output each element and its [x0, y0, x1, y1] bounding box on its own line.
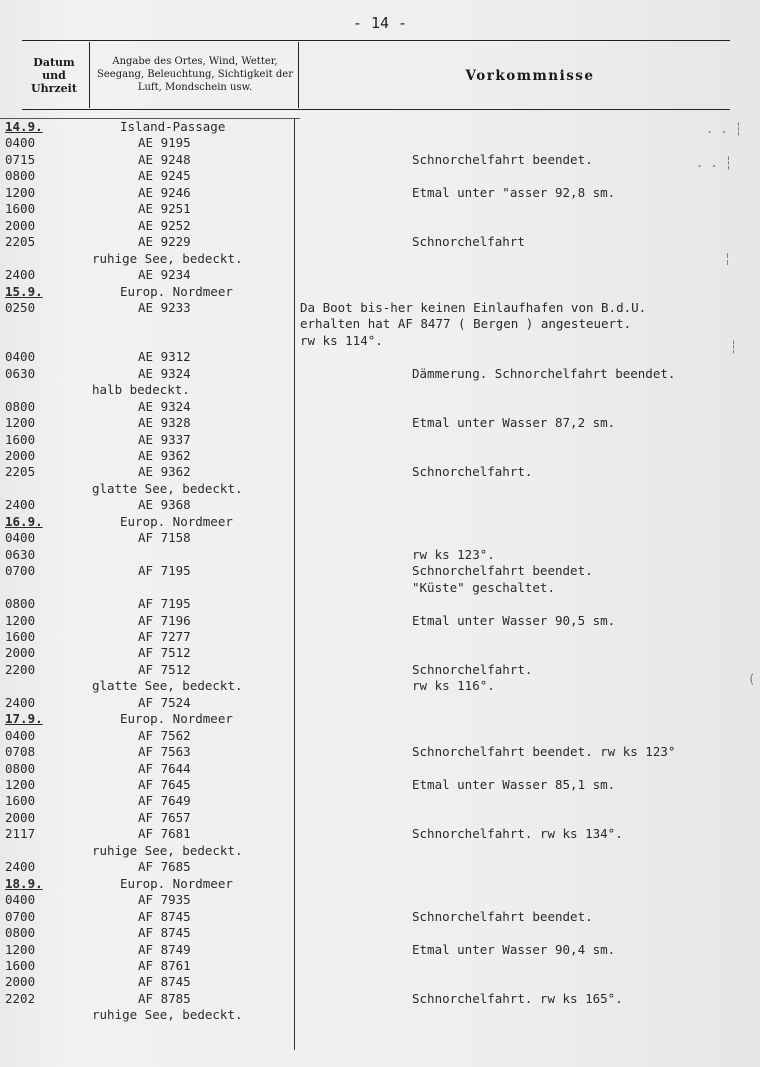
log-time: 0400 [5, 135, 36, 150]
log-date: 17.9. [5, 711, 43, 726]
log-event: Schnorchelfahrt. rw ks 134°. [412, 826, 623, 841]
log-row [0, 169, 760, 183]
log-event: Schnorchelfahrt. [412, 464, 533, 479]
log-event: Schnorchelfahrt. rw ks 165°. [412, 991, 623, 1006]
log-time: 1200 [5, 942, 36, 957]
log-time: 0400 [5, 349, 36, 364]
log-position-weather: ruhige See, bedeckt. [92, 251, 243, 266]
log-time: 0400 [5, 892, 36, 907]
log-position-weather: AE 9251 [138, 201, 191, 216]
log-event: erhalten hat AF 8477 ( Bergen ) angesteuert. [300, 316, 632, 331]
log-row [0, 729, 760, 743]
log-row [0, 219, 760, 233]
log-position-weather: AF 7562 [138, 728, 191, 743]
log-time: 0700 [5, 563, 36, 578]
log-time: 1600 [5, 793, 36, 808]
log-row [0, 301, 760, 315]
log-row [0, 679, 760, 693]
log-row [0, 186, 760, 200]
log-row [0, 465, 760, 479]
log-event: Schnorchelfahrt beendet. [412, 909, 593, 924]
log-time: 1200 [5, 185, 36, 200]
log-row [0, 548, 760, 562]
log-position-weather: Europ. Nordmeer [120, 514, 233, 529]
log-event: Schnorchelfahrt. [412, 662, 533, 677]
log-position-weather: AF 7195 [138, 563, 191, 578]
log-event: Schnorchelfahrt beendet. [412, 152, 593, 167]
log-row [0, 597, 760, 611]
log-time: 2200 [5, 662, 36, 677]
log-position-weather: AE 9324 [138, 366, 191, 381]
log-row [0, 943, 760, 957]
log-time: 0400 [5, 530, 36, 545]
log-position-weather: AF 7524 [138, 695, 191, 710]
log-time: 0400 [5, 728, 36, 743]
log-row [0, 136, 760, 150]
log-position-weather: AE 9245 [138, 168, 191, 183]
log-position-weather: AF 8745 [138, 925, 191, 940]
log-position-weather: AE 9229 [138, 234, 191, 249]
log-position-weather: AF 7644 [138, 761, 191, 776]
log-time: 0708 [5, 744, 36, 759]
log-position-weather: glatte See, bedeckt. [92, 481, 243, 496]
log-position-weather: ruhige See, bedeckt. [92, 843, 243, 858]
log-time: 0800 [5, 925, 36, 940]
log-time: 0800 [5, 761, 36, 776]
log-time: 2205 [5, 464, 36, 479]
log-time: 0800 [5, 168, 36, 183]
log-position-weather: AF 7657 [138, 810, 191, 825]
log-position-weather: AF 7649 [138, 793, 191, 808]
log-row [0, 433, 760, 447]
log-row [0, 959, 760, 973]
log-row [0, 153, 760, 167]
log-time: 1600 [5, 201, 36, 216]
log-time: 0630 [5, 366, 36, 381]
log-position-weather: AE 9252 [138, 218, 191, 233]
log-position-weather: AE 9233 [138, 300, 191, 315]
log-event: Schnorchelfahrt beendet. rw ks 123° [412, 744, 676, 759]
log-time: 0800 [5, 399, 36, 414]
log-time: 1600 [5, 958, 36, 973]
log-row [0, 663, 760, 677]
log-time: 0630 [5, 547, 36, 562]
log-position-weather: AF 8785 [138, 991, 191, 1006]
log-event: rw ks 116°. [412, 678, 495, 693]
log-position-weather: Europ. Nordmeer [120, 876, 233, 891]
log-row [0, 317, 760, 331]
log-position-weather: AF 7681 [138, 826, 191, 841]
header-location-weather: Angabe des Ortes, Wind, Wetter, Seegang, Beleuchtung, Sichtigkeit der Luft, Mondschein usw. [97, 56, 293, 93]
log-row [0, 334, 760, 348]
log-row [0, 992, 760, 1006]
log-time: 2000 [5, 974, 36, 989]
log-date: 18.9. [5, 876, 43, 891]
scan-mark: ( [748, 672, 756, 686]
log-position-weather: AE 9246 [138, 185, 191, 200]
log-position-weather: Europ. Nordmeer [120, 711, 233, 726]
log-position-weather: AF 8761 [138, 958, 191, 973]
log-position-weather: AF 8745 [138, 909, 191, 924]
log-row [0, 268, 760, 282]
log-date: 14.9. [5, 119, 43, 134]
log-row [0, 975, 760, 989]
log-row [0, 844, 760, 858]
log-position-weather: AF 7158 [138, 530, 191, 545]
log-event: "Küste" geschaltet. [412, 580, 555, 595]
log-position-weather: AE 9328 [138, 415, 191, 430]
log-position-weather: AF 7563 [138, 744, 191, 759]
log-position-weather: AF 7645 [138, 777, 191, 792]
log-time: 2117 [5, 826, 36, 841]
log-row [0, 202, 760, 216]
log-event: rw ks 114°. [300, 333, 383, 348]
log-position-weather: AE 9337 [138, 432, 191, 447]
log-row [0, 120, 760, 134]
log-position-weather: AE 9234 [138, 267, 191, 282]
log-row [0, 1008, 760, 1022]
log-event: Etmal unter "asser 92,8 sm. [412, 185, 616, 200]
log-row [0, 416, 760, 430]
log-position-weather: AE 9368 [138, 497, 191, 512]
log-event: rw ks 123°. [412, 547, 495, 562]
log-position-weather: AF 7935 [138, 892, 191, 907]
log-time: 2205 [5, 234, 36, 249]
log-row [0, 762, 760, 776]
log-time: 2000 [5, 645, 36, 660]
log-date: 15.9. [5, 284, 43, 299]
log-row [0, 811, 760, 825]
scan-mark: ┆ [730, 340, 738, 354]
log-row [0, 893, 760, 907]
log-row [0, 350, 760, 364]
log-position-weather: ruhige See, bedeckt. [92, 1007, 243, 1022]
log-time: 0800 [5, 596, 36, 611]
log-row [0, 745, 760, 759]
log-event: Etmal unter Wasser 90,4 sm. [412, 942, 616, 957]
log-row [0, 581, 760, 595]
log-time: 1600 [5, 629, 36, 644]
log-row [0, 696, 760, 710]
log-row [0, 794, 760, 808]
log-time: 1200 [5, 613, 36, 628]
log-time: 2400 [5, 859, 36, 874]
log-time: 2000 [5, 448, 36, 463]
log-time: 2000 [5, 810, 36, 825]
log-row [0, 383, 760, 397]
log-position-weather: AE 9324 [138, 399, 191, 414]
log-time: 1200 [5, 777, 36, 792]
log-row [0, 712, 760, 726]
log-row [0, 564, 760, 578]
log-time: 2400 [5, 497, 36, 512]
log-position-weather: AE 9362 [138, 464, 191, 479]
log-row [0, 498, 760, 512]
log-position-weather: Island-Passage [120, 119, 226, 134]
log-row [0, 235, 760, 249]
log-time: 0250 [5, 300, 36, 315]
log-position-weather: glatte See, bedeckt. [92, 678, 243, 693]
scan-mark: . . ┆ [696, 156, 733, 170]
log-position-weather: AF 7512 [138, 645, 191, 660]
log-row [0, 285, 760, 299]
log-row [0, 252, 760, 266]
log-event: Schnorchelfahrt beendet. [412, 563, 593, 578]
log-position-weather: AE 9195 [138, 135, 191, 150]
log-row [0, 400, 760, 414]
log-row [0, 630, 760, 644]
log-event: Etmal unter Wasser 90,5 sm. [412, 613, 616, 628]
log-position-weather: AE 9362 [138, 448, 191, 463]
log-row [0, 367, 760, 381]
scan-mark: . . ┆ [706, 122, 743, 136]
log-position-weather: AF 7195 [138, 596, 191, 611]
log-position-weather: AF 8749 [138, 942, 191, 957]
log-row [0, 449, 760, 463]
log-event: Etmal unter Wasser 85,1 sm. [412, 777, 616, 792]
header-date-time: Datum und Uhrzeit [31, 56, 77, 95]
log-position-weather: Europ. Nordmeer [120, 284, 233, 299]
log-position-weather: AF 7512 [138, 662, 191, 677]
log-position-weather: AE 9312 [138, 349, 191, 364]
log-time: 2400 [5, 267, 36, 282]
log-position-weather: AF 7685 [138, 859, 191, 874]
log-row [0, 515, 760, 529]
log-position-weather: AF 7277 [138, 629, 191, 644]
log-time: 0700 [5, 909, 36, 924]
log-row [0, 778, 760, 792]
log-time: 2400 [5, 695, 36, 710]
log-row [0, 910, 760, 924]
log-time: 1600 [5, 432, 36, 447]
log-date: 16.9. [5, 514, 43, 529]
scan-mark: ╎ [724, 252, 732, 266]
log-row [0, 531, 760, 545]
log-time: 2000 [5, 218, 36, 233]
log-event: Dämmerung. Schnorchelfahrt beendet. [412, 366, 676, 381]
log-event: Schnorchelfahrt [412, 234, 525, 249]
log-time: 2202 [5, 991, 36, 1006]
log-position-weather: halb bedeckt. [92, 382, 190, 397]
log-row [0, 482, 760, 496]
log-time: 1200 [5, 415, 36, 430]
log-row [0, 614, 760, 628]
log-position-weather: AF 7196 [138, 613, 191, 628]
header-events: Vorkommnisse [465, 68, 595, 84]
log-row [0, 860, 760, 874]
log-row [0, 646, 760, 660]
log-row [0, 827, 760, 841]
log-position-weather: AE 9248 [138, 152, 191, 167]
log-row [0, 926, 760, 940]
log-row [0, 877, 760, 891]
log-event: Da Boot bis-her keinen Einlaufhafen von B.d.U. [300, 300, 647, 315]
log-position-weather: AF 8745 [138, 974, 191, 989]
page-number: - 14 - [352, 14, 408, 32]
log-event: Etmal unter Wasser 87,2 sm. [412, 415, 616, 430]
log-time: 0715 [5, 152, 36, 167]
